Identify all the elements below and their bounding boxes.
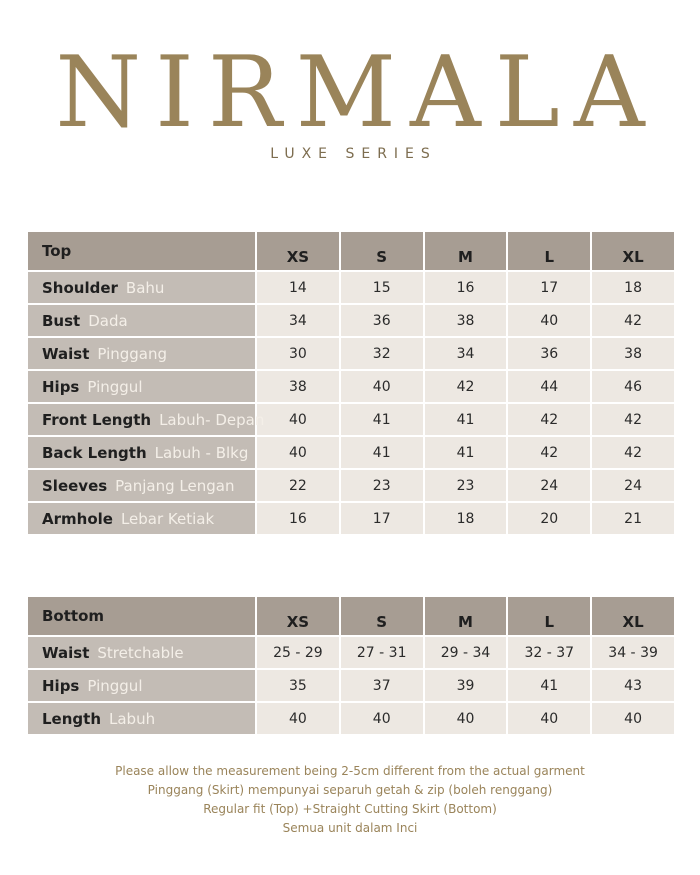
brand-tagline: LUXE SERIES [270, 146, 437, 162]
measurement-value: 39 [425, 670, 507, 701]
measurement-name-en: Armhole [42, 509, 113, 528]
measurement-value: 42 [592, 305, 674, 336]
measurement-name-ms: Dada [88, 311, 128, 330]
measurement-value: 27 - 31 [341, 637, 423, 668]
measurement-value: 16 [257, 503, 339, 534]
size-header-m: M [425, 597, 507, 635]
measurement-value: 29 - 34 [425, 637, 507, 668]
measurement-value: 40 [341, 371, 423, 402]
measurement-value: 16 [425, 272, 507, 303]
table-row [28, 437, 674, 468]
measurement-label [28, 338, 255, 369]
measurement-value: 34 - 39 [592, 637, 674, 668]
size-header-xl: XL [592, 232, 674, 270]
measurement-value: 40 [425, 703, 507, 734]
measurement-value: 42 [592, 437, 674, 468]
measurement-value: 40 [257, 703, 339, 734]
measurement-name-ms: Labuh [109, 709, 156, 728]
measurement-label [28, 470, 255, 501]
measurement-value: 42 [508, 404, 590, 435]
size-header-s: S [341, 597, 423, 635]
measurement-value: 40 [592, 703, 674, 734]
measurement-label [28, 503, 255, 534]
measurement-value: 32 [341, 338, 423, 369]
measurement-name-ms: Labuh- Depan [159, 410, 265, 429]
measurement-name-en: Waist [42, 643, 90, 662]
measurement-label [28, 272, 255, 303]
measurement-name-en: Shoulder [42, 278, 118, 297]
measurement-label [28, 371, 255, 402]
measurement-label [28, 703, 255, 734]
measurement-value: 40 [341, 703, 423, 734]
size-header-xl: XL [592, 597, 674, 635]
note-line: Regular fit (Top) +Straight Cutting Skirt (Bottom) [203, 802, 497, 816]
measurement-name-en: Bust [42, 311, 81, 330]
note-line: Pinggang (Skirt) mempunyai separuh getah & zip (boleh renggang) [147, 783, 553, 797]
measurement-value: 44 [508, 371, 590, 402]
measurement-value: 41 [341, 437, 423, 468]
bottom-table-title: Bottom [28, 597, 255, 635]
measurement-value: 24 [508, 470, 590, 501]
table-row [28, 371, 674, 402]
table-row [28, 637, 674, 668]
measurement-value: 36 [341, 305, 423, 336]
measurement-name-ms: Stretchable [97, 643, 184, 662]
measurement-value: 42 [508, 437, 590, 468]
measurement-value: 23 [425, 470, 507, 501]
measurement-label [28, 637, 255, 668]
measurement-name-ms: Pinggul [87, 377, 143, 396]
table-row [28, 305, 674, 336]
measurement-value: 41 [508, 670, 590, 701]
measurement-value: 41 [341, 404, 423, 435]
brand-name: NIRMALA [55, 36, 659, 150]
top-table-title: Top [28, 232, 255, 270]
table-row [28, 670, 674, 701]
measurement-value: 15 [341, 272, 423, 303]
measurement-value: 37 [341, 670, 423, 701]
measurement-value: 41 [425, 437, 507, 468]
measurement-value: 21 [592, 503, 674, 534]
measurement-value: 17 [508, 272, 590, 303]
measurement-value: 38 [425, 305, 507, 336]
measurement-label [28, 305, 255, 336]
size-header-xs: XS [257, 232, 339, 270]
top-size-table [26, 230, 676, 536]
measurement-name-ms: Panjang Lengan [115, 476, 235, 495]
measurement-value: 40 [508, 305, 590, 336]
measurement-name-ms: Lebar Ketiak [120, 509, 215, 528]
measurement-value: 43 [592, 670, 674, 701]
measurement-value: 22 [257, 470, 339, 501]
table-row [28, 470, 674, 501]
measurement-value: 34 [257, 305, 339, 336]
measurement-label [28, 670, 255, 701]
measurement-label [28, 404, 265, 435]
measurement-name-en: Back Length [42, 443, 147, 462]
table-row [28, 338, 674, 369]
bottom-size-table [26, 595, 676, 736]
measurement-value: 32 - 37 [508, 637, 590, 668]
measurement-name-en: Sleeves [42, 476, 108, 495]
measurement-label [28, 437, 255, 468]
measurement-value: 24 [592, 470, 674, 501]
size-header-m: M [425, 232, 507, 270]
table-row [28, 272, 674, 303]
table-row [28, 703, 674, 734]
table-row [28, 404, 674, 435]
measurement-value: 17 [341, 503, 423, 534]
top-header-row [28, 232, 674, 270]
measurement-name-en: Length [42, 709, 101, 728]
measurement-name-en: Front Length [42, 410, 152, 429]
table-row [28, 503, 674, 534]
measurement-name-en: Hips [42, 676, 80, 695]
measurement-value: 25 - 29 [257, 637, 339, 668]
measurement-value: 40 [257, 404, 339, 435]
measurement-value: 14 [257, 272, 339, 303]
note-line: Please allow the measurement being 2-5cm different from the actual garment [115, 764, 585, 778]
measurement-name-ms: Pinggul [87, 676, 143, 695]
measurement-value: 34 [425, 338, 507, 369]
size-header-s: S [341, 232, 423, 270]
measurement-name-en: Waist [42, 344, 90, 363]
measurement-value: 40 [508, 703, 590, 734]
measurement-value: 20 [508, 503, 590, 534]
measurement-value: 42 [425, 371, 507, 402]
measurement-value: 41 [425, 404, 507, 435]
measurement-name-ms: Pinggang [97, 344, 168, 363]
measurement-name-ms: Labuh - Blkg [154, 443, 249, 462]
measurement-value: 18 [425, 503, 507, 534]
measurement-value: 30 [257, 338, 339, 369]
measurement-value: 23 [341, 470, 423, 501]
size-header-xs: XS [257, 597, 339, 635]
measurement-name-ms: Bahu [125, 278, 165, 297]
size-header-l: L [508, 232, 590, 270]
measurement-name-en: Hips [42, 377, 80, 396]
measurement-value: 18 [592, 272, 674, 303]
notes [0, 762, 700, 838]
measurement-value: 40 [257, 437, 339, 468]
measurement-value: 35 [257, 670, 339, 701]
measurement-value: 38 [257, 371, 339, 402]
measurement-value: 42 [592, 404, 674, 435]
size-header-l: L [508, 597, 590, 635]
measurement-value: 46 [592, 371, 674, 402]
bottom-header-row [28, 597, 674, 635]
measurement-value: 36 [508, 338, 590, 369]
note-line: Semua unit dalam Inci [282, 821, 418, 835]
measurement-value: 38 [592, 338, 674, 369]
